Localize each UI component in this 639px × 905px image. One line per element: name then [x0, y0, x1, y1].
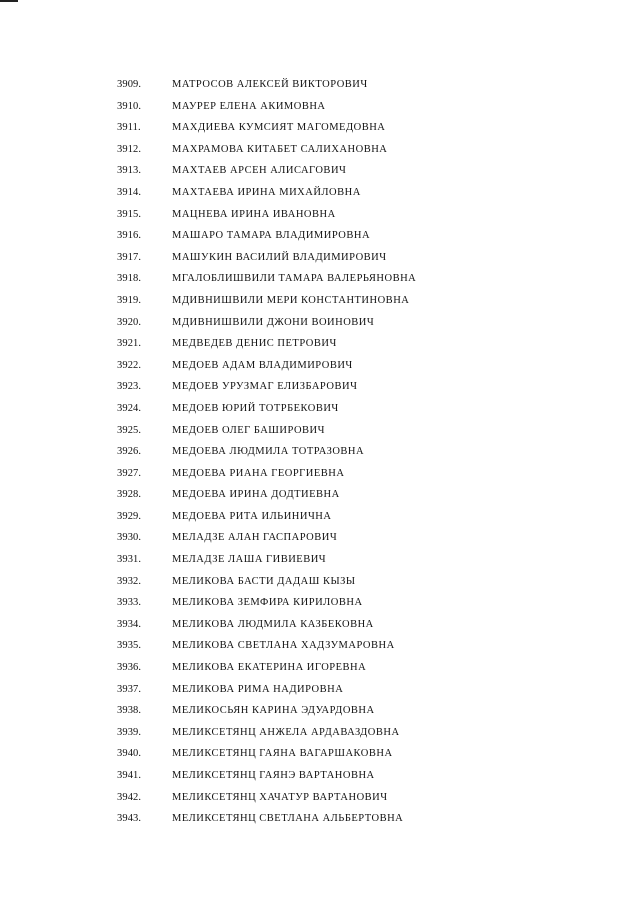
entry-name: МАШАРО ТАМАРА ВЛАДИМИРОВНА: [172, 230, 371, 242]
entry-number: 3921.: [117, 338, 142, 350]
entry-number: 3926.: [117, 446, 142, 458]
entry-name: МЕЛАДЗЕ ЛАША ГИВИЕВИЧ: [172, 554, 327, 566]
entry-name: МАТРОСОВ АЛЕКСЕЙ ВИКТОРОВИЧ: [172, 79, 368, 90]
entry-name: МЕЛИКОВА ЛЮДМИЛА КАЗБЕКОВНА: [172, 618, 374, 630]
entry-number: 3940.: [117, 748, 142, 760]
list-item: [0, 139, 639, 161]
entry-name: МЕДОЕВА ИРИНА ДОДТИЕВНА: [172, 489, 340, 501]
list-item: [0, 484, 639, 506]
list-item: [0, 549, 639, 571]
list-item: [0, 160, 639, 182]
list-item: [0, 398, 639, 420]
entry-name: МЕДОЕВ УРУЗМАГ ЕЛИЗБАРОВИЧ: [172, 381, 358, 393]
list-item: [0, 96, 639, 118]
entry-number: 3931.: [117, 554, 142, 566]
entry-name: МЕДОЕВА РИАНА ГЕОРГИЕВНА: [172, 467, 345, 479]
entry-number: 3934.: [117, 618, 142, 630]
entry-name: МЕДОЕВ ЮРИЙ ТОТРБЕКОВИЧ: [172, 402, 339, 414]
list-item: [0, 74, 639, 96]
entry-number: 3915.: [117, 208, 142, 220]
entry-number: 3933.: [117, 597, 142, 609]
list-item: [0, 700, 639, 722]
entry-name: МЕДОЕВ АДАМ ВЛАДИМИРОВИЧ: [172, 359, 353, 371]
entry-name: МЕДОЕВА РИТА ИЛЬИНИЧНА: [172, 510, 332, 522]
entry-number: 3922.: [117, 359, 142, 371]
entry-name: МГАЛОБЛИШВИЛИ ТАМАРА ВАЛЕРЬЯНОВНА: [172, 273, 417, 285]
entry-number: 3929.: [117, 510, 142, 522]
list-item: [0, 290, 639, 312]
list-item: [0, 182, 639, 204]
entry-name: МЕЛИКСЕТЯНЦ СВЕТЛАНА АЛЬБЕРТОВНА: [172, 813, 404, 825]
entry-name: МАУРЕР ЕЛЕНА АКИМОВНА: [172, 100, 326, 112]
entry-number: 3928.: [117, 489, 142, 501]
list-item: [0, 376, 639, 398]
entry-number: 3911.: [117, 122, 141, 134]
entry-name: МАХДИЕВА КУМСИЯТ МАГОМЕДОВНА: [172, 122, 386, 134]
list-item: [0, 441, 639, 463]
entry-name: МДИВНИШВИЛИ ДЖОНИ ВОИНОВИЧ: [172, 316, 375, 328]
list-item: [0, 592, 639, 614]
entry-number: 3920.: [117, 316, 142, 328]
entry-name: МАХТАЕВ АРСЕН АЛИСАГОВИЧ: [172, 165, 347, 177]
list-item: [0, 808, 639, 830]
entry-number: 3942.: [117, 791, 142, 803]
entry-name: МЕЛИКСЕТЯНЦ АНЖЕЛА АРДАВАЗДОВНА: [172, 726, 400, 738]
list-item: [0, 657, 639, 679]
list-item: [0, 355, 639, 377]
entry-number: 3938.: [117, 705, 142, 717]
list-item: [0, 204, 639, 226]
entry-name: МЕЛИКСЕТЯНЦ ХАЧАТУР ВАРТАНОВИЧ: [172, 791, 388, 803]
list-item: [0, 420, 639, 442]
entry-number: 3930.: [117, 532, 142, 544]
entry-number: 3935.: [117, 640, 142, 652]
list-item: [0, 787, 639, 809]
entry-number: 3918.: [117, 273, 142, 285]
list-item: [0, 247, 639, 269]
scan-corner-mark: [0, 0, 18, 2]
entry-number: 3939.: [117, 726, 142, 738]
entry-number: 3917.: [117, 251, 142, 263]
entry-name: МЕЛИКСЕТЯНЦ ГАЯНЭ ВАРТАНОВНА: [172, 770, 375, 781]
list-item: [0, 117, 639, 139]
entry-number: 3913.: [117, 165, 142, 177]
entry-name: МЕЛИКОВА БАСТИ ДАДАШ КЫЗЫ: [172, 575, 356, 587]
entry-number: 3914.: [117, 186, 142, 198]
entry-number: 3916.: [117, 230, 142, 242]
entry-name: МЕДОЕВА ЛЮДМИЛА ТОТРАЗОВНА: [172, 446, 365, 458]
list-item: [0, 463, 639, 485]
list-item: [0, 268, 639, 290]
entry-number: 3932.: [117, 575, 142, 587]
entry-number: 3923.: [117, 381, 142, 393]
list-item: [0, 635, 639, 657]
list-item: [0, 571, 639, 593]
name-list: [0, 74, 639, 830]
entry-name: МАЦНЕВА ИРИНА ИВАНОВНА: [172, 208, 336, 220]
entry-name: МЕЛИКОВА ЕКАТЕРИНА ИГОРЕВНА: [172, 662, 367, 674]
entry-name: МЕЛИКОСЬЯН КАРИНА ЭДУАРДОВНА: [172, 705, 375, 717]
entry-number: 3941.: [117, 770, 142, 781]
entry-name: МАШУКИН ВАСИЛИЙ ВЛАДИМИРОВИЧ: [172, 251, 387, 263]
entry-number: 3924.: [117, 402, 142, 414]
list-item: [0, 225, 639, 247]
entry-name: МЕДВЕДЕВ ДЕНИС ПЕТРОВИЧ: [172, 338, 337, 350]
entry-number: 3927.: [117, 467, 142, 479]
entry-number: 3937.: [117, 683, 142, 695]
list-item: [0, 506, 639, 528]
list-item: [0, 722, 639, 744]
entry-number: 3909.: [117, 79, 142, 90]
entry-number: 3919.: [117, 294, 142, 306]
list-item: [0, 743, 639, 765]
entry-name: МДИВНИШВИЛИ МЕРИ КОНСТАНТИНОВНА: [172, 294, 410, 306]
entry-name: МАХРАМОВА КИТАБЕТ САЛИХАНОВНА: [172, 143, 388, 155]
entry-name: МЕЛИКОВА СВЕТЛАНА ХАДЗУМАРОВНА: [172, 640, 395, 652]
list-item: [0, 333, 639, 355]
list-item: [0, 527, 639, 549]
entry-number: 3936.: [117, 662, 142, 674]
entry-name: МЕДОЕВ ОЛЕГ БАШИРОВИЧ: [172, 424, 325, 436]
entry-name: МАХТАЕВА ИРИНА МИХАЙЛОВНА: [172, 186, 361, 198]
entry-number: 3910.: [117, 100, 142, 112]
entry-name: МЕЛИКОВА ЗЕМФИРА КИРИЛОВНА: [172, 597, 363, 609]
entry-name: МЕЛАДЗЕ АЛАН ГАСПАРОВИЧ: [172, 532, 338, 544]
entry-number: 3943.: [117, 813, 142, 825]
list-item: [0, 614, 639, 636]
entry-number: 3925.: [117, 424, 142, 436]
list-item: [0, 312, 639, 334]
list-item: [0, 679, 639, 701]
list-item: [0, 765, 639, 787]
entry-name: МЕЛИКОВА РИМА НАДИРОВНА: [172, 683, 344, 695]
entry-number: 3912.: [117, 143, 142, 155]
entry-name: МЕЛИКСЕТЯНЦ ГАЯНА ВАГАРШАКОВНА: [172, 748, 393, 760]
